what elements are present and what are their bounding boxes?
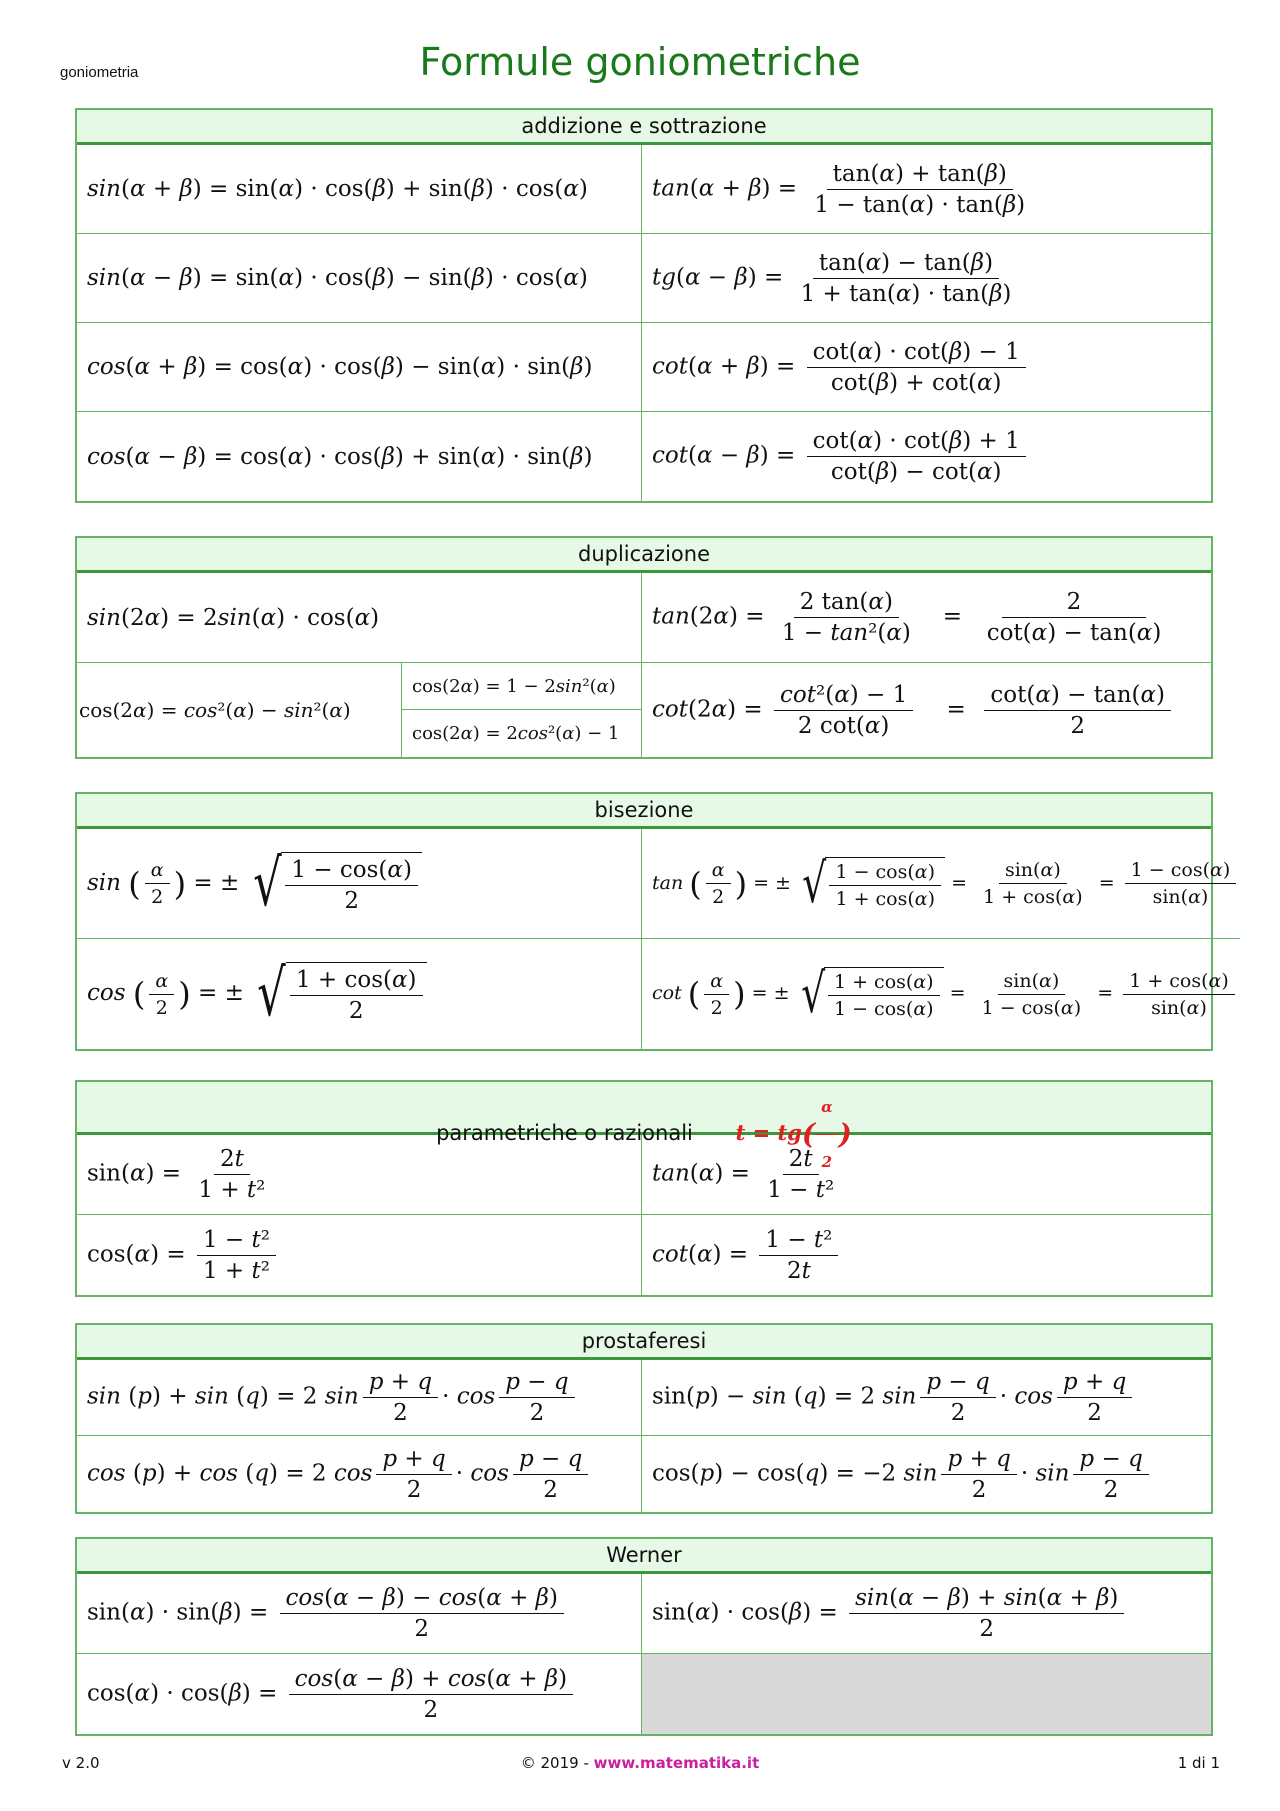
section-duplicazione bbox=[75, 536, 1213, 759]
section-prostaferesi bbox=[75, 1323, 1213, 1514]
section-parametriche bbox=[75, 1080, 1213, 1297]
formula-sin-p-minus-sin-q: sin(p) − sin (q) = 2 sin $\frac{p - q}{2}$ · cos $\frac{p + q}{2}$ bbox=[642, 1360, 1211, 1436]
param-definition: t = tg( $\frac{\alpha}{2}$ ) bbox=[736, 1120, 852, 1145]
formula-cot-double: cot(2α) = $\frac{\text{cot²(α) − 1}}{2 \cot(\alpha)}$ = $\frac{\cot(\alpha) - \tan(\alpha)}{2}$ bbox=[642, 663, 1211, 757]
formula-cos-param: cos(α) = $\frac{\text{1 − t²}}{\text{1 + t²}}$ bbox=[77, 1215, 642, 1295]
section-title: parametriche o razionali bbox=[436, 1121, 693, 1145]
formula-cot-param: cot(α) = $\frac{\text{1 − t²}}{2t}$ bbox=[642, 1215, 1211, 1295]
section-bisezione bbox=[75, 792, 1231, 1051]
page-title: Formule goniometriche bbox=[419, 40, 861, 84]
section-title: bisezione bbox=[77, 794, 1211, 829]
site-link[interactable]: www.matematika.it bbox=[593, 1754, 760, 1772]
formula-cos-double bbox=[77, 663, 642, 757]
formula-cos-double-alt1: cos(2α) = 1 − 2sin²(α) bbox=[402, 663, 641, 710]
empty-cell bbox=[642, 1654, 1211, 1734]
section-title: addizione e sottrazione bbox=[77, 110, 1211, 145]
formula-tan-sum: tan(α + β) = $\frac{\tan(\alpha) + \tan(\beta)}{1 - \tan(\alpha) \cdot \tan(\beta)}$ bbox=[642, 145, 1211, 234]
section-werner bbox=[75, 1537, 1213, 1736]
section-header bbox=[77, 1082, 1211, 1171]
formula-sin-param: sin(α) = $\frac{2t}{\text{1 + t²}}$ bbox=[77, 1135, 642, 1215]
copyright bbox=[0, 1754, 1280, 1772]
section-title: prostaferesi bbox=[77, 1325, 1211, 1360]
copyright-text: © 2019 - bbox=[520, 1754, 589, 1772]
formula-cos-diff: cos(α − β) = cos(α) · cos(β) + sin(α) · sin(β) bbox=[77, 412, 642, 501]
formula-cos-cos: cos(α) · cos(β) = $\frac{\cos(\alpha - \beta) + \cos(\alpha + \beta)}{2}$ bbox=[77, 1654, 642, 1734]
formula-cos-double-main: cos(2α) = cos²(α) − sin²(α) bbox=[77, 663, 402, 757]
formula-sin-double: sin(2α) = 2sin(α) · cos(α) bbox=[77, 573, 642, 663]
formula-tg-diff: tg(α − β) = $\frac{\tan(\alpha) - \tan(\beta)}{1 + \tan(\alpha) \cdot \tan(\beta)}$ bbox=[642, 234, 1211, 323]
formula-cos-sum: cos(α + β) = cos(α) · cos(β) − sin(α) · sin(β) bbox=[77, 323, 642, 412]
formula-sin-sin: sin(α) · sin(β) = $\frac{\cos(\alpha - \beta) - \cos(\alpha + \beta)}{2}$ bbox=[77, 1574, 642, 1654]
formula-tan-half: tan ( $\frac{\alpha}{2}$ ) = ± √ $\frac{1 - \cos(\alpha)}{1 + \cos(\alpha)}$ = $\frac{\sin(\alpha)}{1 + \cos(\alpha)}$ = $\frac{1 - \cos(\alpha)}{\sin(\alpha)}$ bbox=[642, 829, 1240, 939]
formula-cot-diff: cot(α − β) = $\frac{\cot(\alpha) \cdot \cot(\beta) + 1}{\cot(\beta) - \cot(\alpha)}$ bbox=[642, 412, 1211, 501]
page-number: 1 di 1 bbox=[1177, 1754, 1220, 1772]
formula-cot-sum: cot(α + β) = $\frac{\cot(\alpha) \cdot \cot(\beta) - 1}{\cot(\beta) + \cot(\alpha)}$ bbox=[642, 323, 1211, 412]
formula-cos-double-alt2: cos(2α) = 2cos²(α) − 1 bbox=[412, 723, 620, 744]
topic-tag: goniometria bbox=[60, 64, 139, 81]
section-title: duplicazione bbox=[77, 538, 1211, 573]
section-title: Werner bbox=[77, 1539, 1211, 1574]
formula-cos-p-minus-cos-q: cos(p) − cos(q) = −2 sin $\frac{p + q}{2}$ · sin $\frac{p - q}{2}$ bbox=[642, 1436, 1211, 1512]
section-addizione bbox=[75, 108, 1213, 503]
formula-sin-cos: sin(α) · cos(β) = $\frac{\sin(\alpha - \beta) + \sin(\alpha + \beta)}{2}$ bbox=[642, 1574, 1211, 1654]
formula-tan-param: tan(α) = $\frac{2t}{\text{1 − t²}}$ bbox=[642, 1135, 1211, 1215]
formula-sin-p-plus-sin-q: sin (p) + sin (q) = 2 sin $\frac{p + q}{2}$ · cos $\frac{p - q}{2}$ bbox=[77, 1360, 642, 1436]
formula-sin-diff: sin(α − β) = sin(α) · cos(β) − sin(β) · cos(α) bbox=[77, 234, 642, 323]
version-label: v 2.0 bbox=[62, 1754, 100, 1772]
formula-cos-half: cos ( $\frac{\alpha}{2}$ ) = ± √ $\frac{1 + \cos(\alpha)}{2}$ bbox=[77, 939, 642, 1049]
formula-cot-half: cot ( $\frac{\alpha}{2}$ ) = ± √ $\frac{1 + \cos(\alpha)}{1 - \cos(\alpha)}$ = $\frac{\sin(\alpha)}{1 - \cos(\alpha)}$ = $\frac{1 + \cos(\alpha)}{\sin(\alpha)}$ bbox=[642, 939, 1240, 1049]
formula-cos-p-plus-cos-q: cos (p) + cos (q) = 2 cos $\frac{p + q}{2}$ · cos $\frac{p - q}{2}$ bbox=[77, 1436, 642, 1512]
formula-sin-half: sin ( $\frac{\alpha}{2}$ ) = ± √ $\frac{1 - \cos(\alpha)}{2}$ bbox=[77, 829, 642, 939]
formula-tan-double: tan(2α) = $\frac{2 \tan(\alpha)}{\text{1 − tan²(α)}}$ = $\frac{2}{\cot(\alpha) - \tan(\alpha)}$ bbox=[642, 573, 1211, 663]
formula-sin-sum: sin(α + β) = sin(α) · cos(β) + sin(β) · cos(α) bbox=[77, 145, 642, 234]
